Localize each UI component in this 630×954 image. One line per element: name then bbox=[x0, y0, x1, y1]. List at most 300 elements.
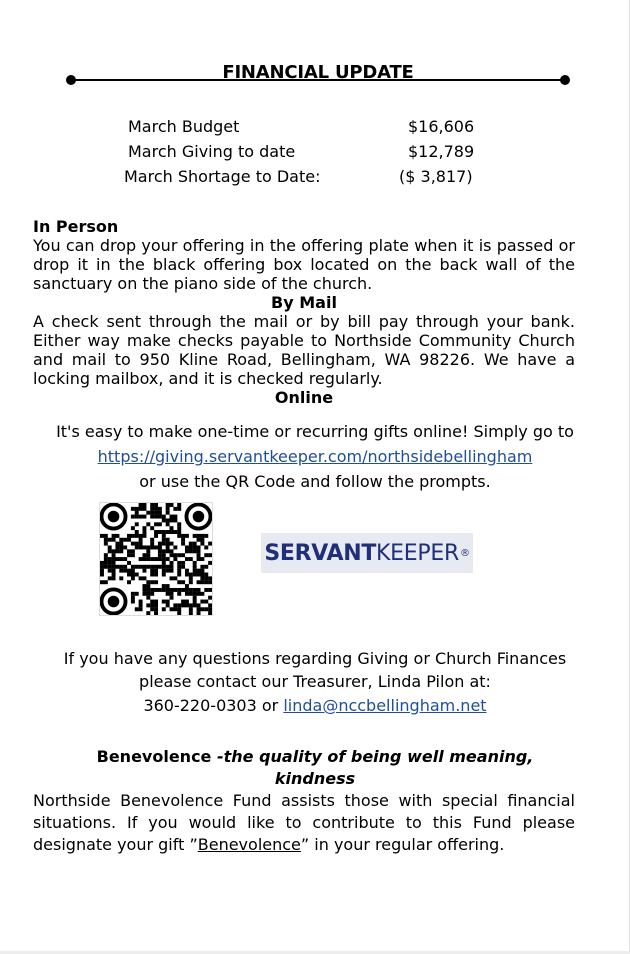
qr-module bbox=[177, 561, 181, 565]
qr-module bbox=[177, 507, 181, 511]
budget-row bbox=[0, 166, 630, 191]
qr-module bbox=[150, 607, 154, 611]
qr-module bbox=[108, 565, 112, 569]
qr-module bbox=[177, 503, 181, 507]
qr-module bbox=[139, 607, 143, 611]
qr-module bbox=[162, 530, 166, 534]
benevolence-text-end: ” in your regular offering. bbox=[300, 835, 505, 854]
qr-module bbox=[127, 549, 131, 553]
qr-code-icon[interactable] bbox=[99, 502, 213, 616]
qr-module bbox=[166, 507, 170, 511]
qr-module bbox=[177, 588, 181, 592]
qr-module bbox=[154, 530, 158, 534]
qr-module bbox=[200, 534, 204, 538]
qr-module bbox=[150, 557, 154, 561]
qr-module bbox=[154, 611, 158, 615]
qr-module bbox=[100, 580, 104, 584]
qr-module bbox=[131, 576, 135, 580]
qr-module bbox=[158, 549, 162, 553]
qr-module bbox=[146, 557, 150, 561]
qr-module bbox=[173, 545, 177, 549]
qr-module bbox=[166, 522, 170, 526]
qr-module bbox=[154, 503, 158, 507]
qr-module bbox=[119, 549, 123, 553]
qr-module bbox=[158, 507, 162, 511]
qr-module bbox=[112, 534, 116, 538]
servantkeeper-logo bbox=[261, 533, 473, 573]
qr-module bbox=[119, 565, 123, 569]
qr-module bbox=[170, 515, 174, 519]
qr-module bbox=[158, 530, 162, 534]
qr-module bbox=[162, 542, 166, 546]
qr-module bbox=[104, 565, 108, 569]
logo-part-keeper: KEEPER bbox=[376, 540, 459, 566]
qr-module bbox=[154, 507, 158, 511]
qr-module bbox=[150, 542, 154, 546]
contact-line-1: If you have any questions regarding Giving or Church Finances bbox=[63, 649, 567, 668]
qr-module bbox=[112, 561, 116, 565]
qr-module bbox=[162, 549, 166, 553]
qr-module bbox=[131, 534, 135, 538]
qr-module bbox=[204, 545, 208, 549]
qr-module bbox=[173, 515, 177, 519]
qr-module bbox=[197, 580, 201, 584]
qr-module bbox=[197, 573, 201, 577]
qr-module bbox=[197, 553, 201, 557]
qr-module bbox=[135, 545, 139, 549]
qr-module bbox=[200, 580, 204, 584]
qr-module bbox=[131, 515, 135, 519]
qr-module bbox=[170, 530, 174, 534]
qr-module bbox=[185, 534, 189, 538]
qr-module bbox=[193, 542, 197, 546]
qr-module bbox=[139, 515, 143, 519]
qr-module bbox=[189, 573, 193, 577]
qr-module bbox=[135, 592, 139, 596]
qr-module bbox=[154, 607, 158, 611]
qr-module bbox=[123, 565, 127, 569]
qr-module bbox=[204, 534, 208, 538]
qr-module bbox=[197, 534, 201, 538]
qr-module bbox=[150, 515, 154, 519]
qr-module bbox=[189, 545, 193, 549]
logo-part-servant: SERVANT bbox=[264, 540, 377, 566]
qr-finder-center bbox=[108, 596, 120, 608]
qr-module bbox=[189, 603, 193, 607]
qr-module bbox=[146, 553, 150, 557]
qr-module bbox=[139, 557, 143, 561]
qr-module bbox=[135, 534, 139, 538]
qr-module bbox=[189, 588, 193, 592]
qr-module bbox=[181, 553, 185, 557]
qr-module bbox=[185, 592, 189, 596]
qr-module bbox=[208, 603, 212, 607]
qr-module bbox=[177, 553, 181, 557]
qr-module bbox=[204, 573, 208, 577]
qr-module bbox=[104, 561, 108, 565]
qr-module bbox=[200, 569, 204, 573]
budget-row bbox=[0, 116, 630, 141]
qr-module bbox=[146, 565, 150, 569]
qr-module bbox=[208, 561, 212, 565]
qr-module bbox=[135, 530, 139, 534]
qr-module bbox=[189, 580, 193, 584]
qr-module bbox=[142, 526, 146, 530]
qr-module bbox=[177, 526, 181, 530]
qr-module bbox=[104, 538, 108, 542]
qr-module bbox=[150, 603, 154, 607]
benevolence-emphasis: Benevolence bbox=[197, 835, 301, 854]
qr-module bbox=[166, 603, 170, 607]
qr-module bbox=[146, 588, 150, 592]
qr-module bbox=[204, 553, 208, 557]
qr-module bbox=[189, 611, 193, 615]
qr-module bbox=[139, 538, 143, 542]
qr-module bbox=[142, 569, 146, 573]
qr-module bbox=[142, 534, 146, 538]
qr-module bbox=[154, 511, 158, 515]
treasurer-email-link[interactable]: linda@nccbellingham.net bbox=[283, 696, 487, 715]
qr-finder-center bbox=[108, 511, 120, 523]
qr-module bbox=[139, 603, 143, 607]
online-line-1: It's easy to make one-time or recurring gifts online! Simply go to bbox=[56, 422, 574, 441]
qr-module bbox=[166, 557, 170, 561]
page-title: FINANCIAL UPDATE bbox=[222, 62, 414, 83]
qr-module bbox=[170, 565, 174, 569]
qr-module bbox=[115, 549, 119, 553]
qr-module bbox=[154, 565, 158, 569]
qr-module bbox=[158, 515, 162, 519]
qr-module bbox=[119, 545, 123, 549]
giving-link[interactable]: https://giving.servantkeeper.com/northsidebellingham bbox=[97, 447, 533, 466]
qr-module bbox=[142, 576, 146, 580]
qr-module bbox=[181, 588, 185, 592]
qr-module bbox=[104, 580, 108, 584]
qr-module bbox=[162, 534, 166, 538]
qr-module bbox=[204, 588, 208, 592]
by-mail-text: A check sent through the mail or by bill pay through your bank. Either way make checks payable to Northside Community Church and mail to 950 Kline Road, Bellingham, WA 98226. We have a locking mailbox, and it is checked regularly. bbox=[33, 312, 575, 388]
qr-module bbox=[193, 600, 197, 604]
qr-module bbox=[189, 592, 193, 596]
qr-module bbox=[154, 580, 158, 584]
qr-module bbox=[170, 526, 174, 530]
qr-module bbox=[135, 522, 139, 526]
qr-module bbox=[123, 557, 127, 561]
qr-module bbox=[146, 596, 150, 600]
qr-module bbox=[185, 584, 189, 588]
qr-module bbox=[142, 565, 146, 569]
qr-module bbox=[185, 545, 189, 549]
qr-module bbox=[139, 534, 143, 538]
qr-module bbox=[108, 545, 112, 549]
qr-module bbox=[112, 549, 116, 553]
qr-module bbox=[154, 515, 158, 519]
qr-module bbox=[146, 611, 150, 615]
title-banner bbox=[68, 62, 568, 86]
qr-module bbox=[197, 603, 201, 607]
qr-module bbox=[123, 538, 127, 542]
qr-module bbox=[189, 576, 193, 580]
qr-module bbox=[200, 592, 204, 596]
qr-module bbox=[131, 596, 135, 600]
qr-module bbox=[115, 565, 119, 569]
qr-module bbox=[170, 549, 174, 553]
qr-module bbox=[131, 507, 135, 511]
qr-module bbox=[115, 557, 119, 561]
qr-module bbox=[104, 542, 108, 546]
qr-module bbox=[127, 538, 131, 542]
qr-module bbox=[185, 557, 189, 561]
budget-row bbox=[0, 141, 630, 166]
qr-module bbox=[100, 534, 104, 538]
qr-module bbox=[115, 542, 119, 546]
qr-module bbox=[162, 538, 166, 542]
qr-module bbox=[193, 596, 197, 600]
qr-module bbox=[173, 530, 177, 534]
qr-module bbox=[108, 576, 112, 580]
qr-module bbox=[158, 522, 162, 526]
online-heading: Online bbox=[274, 388, 334, 407]
qr-module bbox=[146, 522, 150, 526]
qr-module bbox=[154, 534, 158, 538]
qr-module bbox=[127, 569, 131, 573]
qr-module bbox=[150, 592, 154, 596]
qr-module bbox=[166, 530, 170, 534]
qr-module bbox=[177, 530, 181, 534]
qr-module bbox=[193, 545, 197, 549]
qr-module bbox=[170, 576, 174, 580]
benevolence-heading-line bbox=[0, 746, 630, 768]
qr-module bbox=[173, 588, 177, 592]
qr-module bbox=[166, 584, 170, 588]
qr-module bbox=[135, 542, 139, 546]
qr-module bbox=[200, 565, 204, 569]
qr-module bbox=[162, 557, 166, 561]
qr-module bbox=[208, 542, 212, 546]
qr-module bbox=[185, 600, 189, 604]
qr-module bbox=[154, 600, 158, 604]
qr-module bbox=[200, 557, 204, 561]
qr-module bbox=[142, 545, 146, 549]
contact-line-2: please contact our Treasurer, Linda Pilon at: bbox=[139, 672, 491, 691]
qr-module bbox=[177, 573, 181, 577]
qr-module bbox=[181, 580, 185, 584]
benevolence-tagline: -the quality of being well meaning, bbox=[216, 747, 534, 766]
budget-value: ($ 3,817) bbox=[399, 167, 473, 186]
qr-module bbox=[142, 515, 146, 519]
benevolence-text bbox=[33, 790, 575, 856]
qr-module bbox=[135, 565, 139, 569]
qr-module bbox=[158, 588, 162, 592]
budget-value: $16,606 bbox=[408, 117, 475, 136]
qr-module bbox=[104, 553, 108, 557]
qr-module bbox=[200, 600, 204, 604]
qr-module bbox=[200, 576, 204, 580]
qr-module bbox=[170, 503, 174, 507]
qr-module bbox=[119, 538, 123, 542]
qr-module bbox=[154, 588, 158, 592]
qr-module bbox=[166, 545, 170, 549]
in-person-section bbox=[33, 217, 575, 407]
qr-module bbox=[173, 507, 177, 511]
qr-module bbox=[139, 545, 143, 549]
qr-module bbox=[177, 534, 181, 538]
budget-label: March Giving to date bbox=[128, 142, 296, 161]
qr-module bbox=[208, 576, 212, 580]
qr-module bbox=[170, 569, 174, 573]
qr-module bbox=[131, 569, 135, 573]
qr-module bbox=[139, 542, 143, 546]
qr-module bbox=[197, 607, 201, 611]
qr-module bbox=[189, 549, 193, 553]
qr-module bbox=[162, 584, 166, 588]
qr-module bbox=[108, 538, 112, 542]
qr-module bbox=[193, 573, 197, 577]
qr-module bbox=[100, 573, 104, 577]
qr-module bbox=[170, 588, 174, 592]
qr-module bbox=[173, 557, 177, 561]
qr-module bbox=[193, 603, 197, 607]
qr-module bbox=[170, 542, 174, 546]
qr-module bbox=[139, 600, 143, 604]
qr-module bbox=[200, 538, 204, 542]
qr-module bbox=[166, 503, 170, 507]
qr-module bbox=[177, 565, 181, 569]
qr-module bbox=[104, 534, 108, 538]
qr-module bbox=[204, 580, 208, 584]
qr-module bbox=[177, 611, 181, 615]
qr-module bbox=[208, 553, 212, 557]
qr-module bbox=[193, 569, 197, 573]
qr-module bbox=[131, 542, 135, 546]
qr-module bbox=[154, 573, 158, 577]
qr-module bbox=[127, 580, 131, 584]
qr-module bbox=[193, 561, 197, 565]
qr-module bbox=[200, 573, 204, 577]
qr-module bbox=[204, 576, 208, 580]
qr-module bbox=[181, 542, 185, 546]
qr-module bbox=[135, 515, 139, 519]
in-person-text: You can drop your offering in the offering plate when it is passed or drop it in the black offering box located on the back wall of the sanctuary on the piano side of the church. bbox=[33, 236, 575, 293]
qr-module bbox=[185, 573, 189, 577]
qr-module bbox=[131, 573, 135, 577]
qr-module bbox=[208, 580, 212, 584]
qr-module bbox=[181, 565, 185, 569]
qr-module bbox=[173, 518, 177, 522]
benevolence-heading: Benevolence bbox=[96, 747, 212, 766]
qr-module bbox=[112, 557, 116, 561]
qr-module bbox=[166, 600, 170, 604]
qr-module bbox=[158, 511, 162, 515]
benevolence-tagline-2: kindness bbox=[274, 769, 356, 788]
contact-line-3 bbox=[0, 695, 630, 717]
qr-module bbox=[131, 526, 135, 530]
qr-module bbox=[181, 561, 185, 565]
qr-module bbox=[181, 603, 185, 607]
qr-module bbox=[135, 607, 139, 611]
qr-module bbox=[154, 522, 158, 526]
qr-module bbox=[135, 573, 139, 577]
qr-module bbox=[173, 576, 177, 580]
qr-module bbox=[127, 553, 131, 557]
qr-module bbox=[127, 573, 131, 577]
qr-module bbox=[135, 511, 139, 515]
qr-finder-center bbox=[193, 511, 205, 523]
qr-module bbox=[139, 503, 143, 507]
qr-module bbox=[166, 538, 170, 542]
qr-module bbox=[131, 600, 135, 604]
qr-module bbox=[162, 561, 166, 565]
qr-module bbox=[185, 588, 189, 592]
qr-module bbox=[170, 596, 174, 600]
qr-module bbox=[166, 542, 170, 546]
qr-module bbox=[177, 592, 181, 596]
qr-module bbox=[150, 511, 154, 515]
qr-module bbox=[177, 569, 181, 573]
qr-module bbox=[146, 511, 150, 515]
qr-module bbox=[170, 592, 174, 596]
qr-module bbox=[208, 607, 212, 611]
qr-module bbox=[166, 592, 170, 596]
qr-module bbox=[142, 503, 146, 507]
qr-module bbox=[154, 569, 158, 573]
qr-module bbox=[108, 549, 112, 553]
qr-code-graphic bbox=[100, 503, 212, 615]
qr-module bbox=[162, 515, 166, 519]
qr-module bbox=[200, 607, 204, 611]
qr-module bbox=[185, 603, 189, 607]
qr-module bbox=[150, 569, 154, 573]
qr-module bbox=[142, 530, 146, 534]
qr-module bbox=[177, 580, 181, 584]
qr-module bbox=[200, 542, 204, 546]
qr-module bbox=[177, 607, 181, 611]
qr-module bbox=[162, 569, 166, 573]
treasurer-phone: 360-220-0303 or bbox=[143, 696, 279, 715]
qr-module bbox=[108, 557, 112, 561]
qr-module bbox=[204, 565, 208, 569]
qr-module bbox=[197, 592, 201, 596]
qr-module bbox=[150, 600, 154, 604]
qr-module bbox=[158, 542, 162, 546]
qr-module bbox=[197, 557, 201, 561]
budget-label: March Budget bbox=[128, 117, 240, 136]
qr-module bbox=[127, 534, 131, 538]
qr-module bbox=[112, 538, 116, 542]
qr-module bbox=[208, 611, 212, 615]
qr-module bbox=[150, 538, 154, 542]
qr-module bbox=[142, 588, 146, 592]
qr-module bbox=[154, 557, 158, 561]
qr-module bbox=[162, 565, 166, 569]
benevolence-tagline-line-2 bbox=[0, 768, 630, 790]
qr-module bbox=[146, 603, 150, 607]
qr-module bbox=[181, 534, 185, 538]
qr-module bbox=[119, 542, 123, 546]
qr-module bbox=[208, 588, 212, 592]
qr-module bbox=[131, 549, 135, 553]
qr-module bbox=[150, 573, 154, 577]
qr-module bbox=[173, 553, 177, 557]
qr-module bbox=[146, 580, 150, 584]
qr-module bbox=[208, 596, 212, 600]
qr-module bbox=[177, 522, 181, 526]
qr-module bbox=[162, 607, 166, 611]
qr-module bbox=[150, 507, 154, 511]
qr-module bbox=[158, 545, 162, 549]
qr-module bbox=[193, 588, 197, 592]
qr-module bbox=[131, 592, 135, 596]
